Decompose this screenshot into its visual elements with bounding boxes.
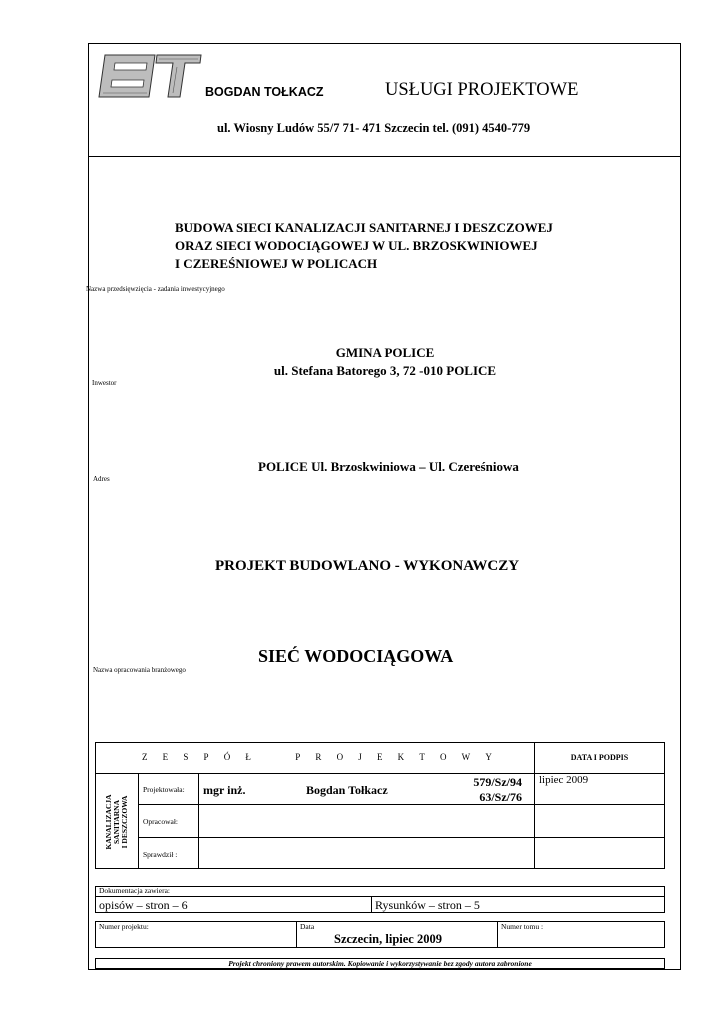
branch-name: SIEĆ WODOCIĄGOWA [258, 646, 454, 666]
discipline-label-line: SANITARNA [112, 799, 121, 845]
company-logo [97, 53, 203, 99]
contents-rule [371, 896, 372, 913]
date-value: Szczecin, lipiec 2009 [334, 932, 442, 946]
team-table-rule [138, 804, 665, 805]
investor-address: ul. Stefana Batorego 3, 72 -010 POLICE [273, 363, 497, 378]
designed-title: mgr inż. [203, 783, 246, 797]
contents-label: Dokumentacja zawiera: [99, 886, 171, 895]
team-header-letter: O [439, 752, 447, 762]
team-header-letters [142, 752, 492, 762]
designed-date: lipiec 2009 [539, 774, 589, 786]
team-table-rule [138, 837, 665, 838]
investor-block [220, 344, 550, 380]
project-title-caption: Nazwa przedsięwzięcia - zadania inwestycyjnego [86, 285, 225, 293]
discipline-label-line: I DESZCZOWA [120, 795, 129, 849]
volume-label: Numer tomu : [501, 922, 544, 931]
contents-descriptions: opisów – stron – 6 [99, 898, 188, 912]
project-title-line: ORAZ SIECI WODOCIĄGOWEJ W UL. BRZOSKWINIOWEJ [175, 238, 538, 253]
discipline-label [96, 775, 138, 869]
header-divider [88, 156, 681, 157]
prepared-label: Opracował: [143, 817, 178, 826]
contents-rule [95, 896, 665, 897]
license-numbers [420, 775, 522, 805]
team-table-rule [198, 773, 199, 869]
branch-caption: Nazwa opracowania branżowego [93, 666, 186, 674]
designed-name: Bogdan Tołkacz [306, 783, 388, 797]
investor-caption: Inwestor [92, 379, 117, 387]
team-header-letter: E [162, 752, 169, 762]
team-header-letter: P [203, 752, 209, 762]
team-header-letter: Ó [223, 752, 231, 762]
discipline-label-line: KANALIZACJA [104, 794, 113, 850]
team-header-letter: S [183, 752, 189, 762]
footer-rule [497, 921, 498, 948]
address-value: POLICE Ul. Brzoskwiniowa – Ul. Czereśniowa [258, 459, 519, 474]
project-title-line: I CZEREŚNIOWEJ W POLICACH [175, 256, 378, 271]
project-type: PROJEKT BUDOWLANO - WYKONAWCZY [215, 558, 520, 574]
copyright-note: Projekt chroniony prawem autorskim. Kopiowanie i wykorzystywanie bez zgody autora zabronione [95, 958, 665, 969]
project-title-line: BUDOWA SIECI KANALIZACJI SANITARNEJ I DESZCZOWEJ [175, 220, 553, 235]
team-header-letter: K [397, 752, 405, 762]
team-header-letter: Ł [245, 752, 251, 762]
team-header-letter: R [315, 752, 322, 762]
company-address: ul. Wiosny Ludów 55/7 71- 471 Szczecin tel. (091) 4540-779 [217, 121, 531, 135]
team-header-gap [266, 752, 280, 762]
designed-label: Projektowała: [143, 785, 185, 794]
team-header-letter: O [336, 752, 344, 762]
footer-rule [296, 921, 297, 948]
date-sign-header: DATA I PODPIS [570, 753, 629, 762]
license-number: 579/Sz/94 [473, 775, 522, 789]
date-label: Data [300, 922, 315, 931]
team-header-letter: Y [485, 752, 492, 762]
company-name: BOGDAN TOŁKACZ [205, 85, 324, 99]
team-header-letter: W [461, 752, 471, 762]
team-header-letter: P [295, 752, 301, 762]
contents-drawings: Rysunków – stron – 5 [375, 898, 480, 912]
license-number: 63/Sz/76 [479, 790, 522, 804]
company-service: USŁUGI PROJEKTOWE [385, 80, 579, 100]
project-number-label: Numer projektu: [99, 922, 149, 931]
investor-name: GMINA POLICE [335, 345, 435, 360]
team-header-letter: Z [142, 752, 148, 762]
address-caption: Adres [93, 475, 110, 483]
team-header-letter: T [419, 752, 425, 762]
project-title [175, 219, 553, 273]
checked-label: Sprawdził : [143, 850, 178, 859]
team-table-rule [138, 773, 139, 869]
team-header-letter: E [376, 752, 383, 762]
team-header-letter: J [358, 752, 362, 762]
